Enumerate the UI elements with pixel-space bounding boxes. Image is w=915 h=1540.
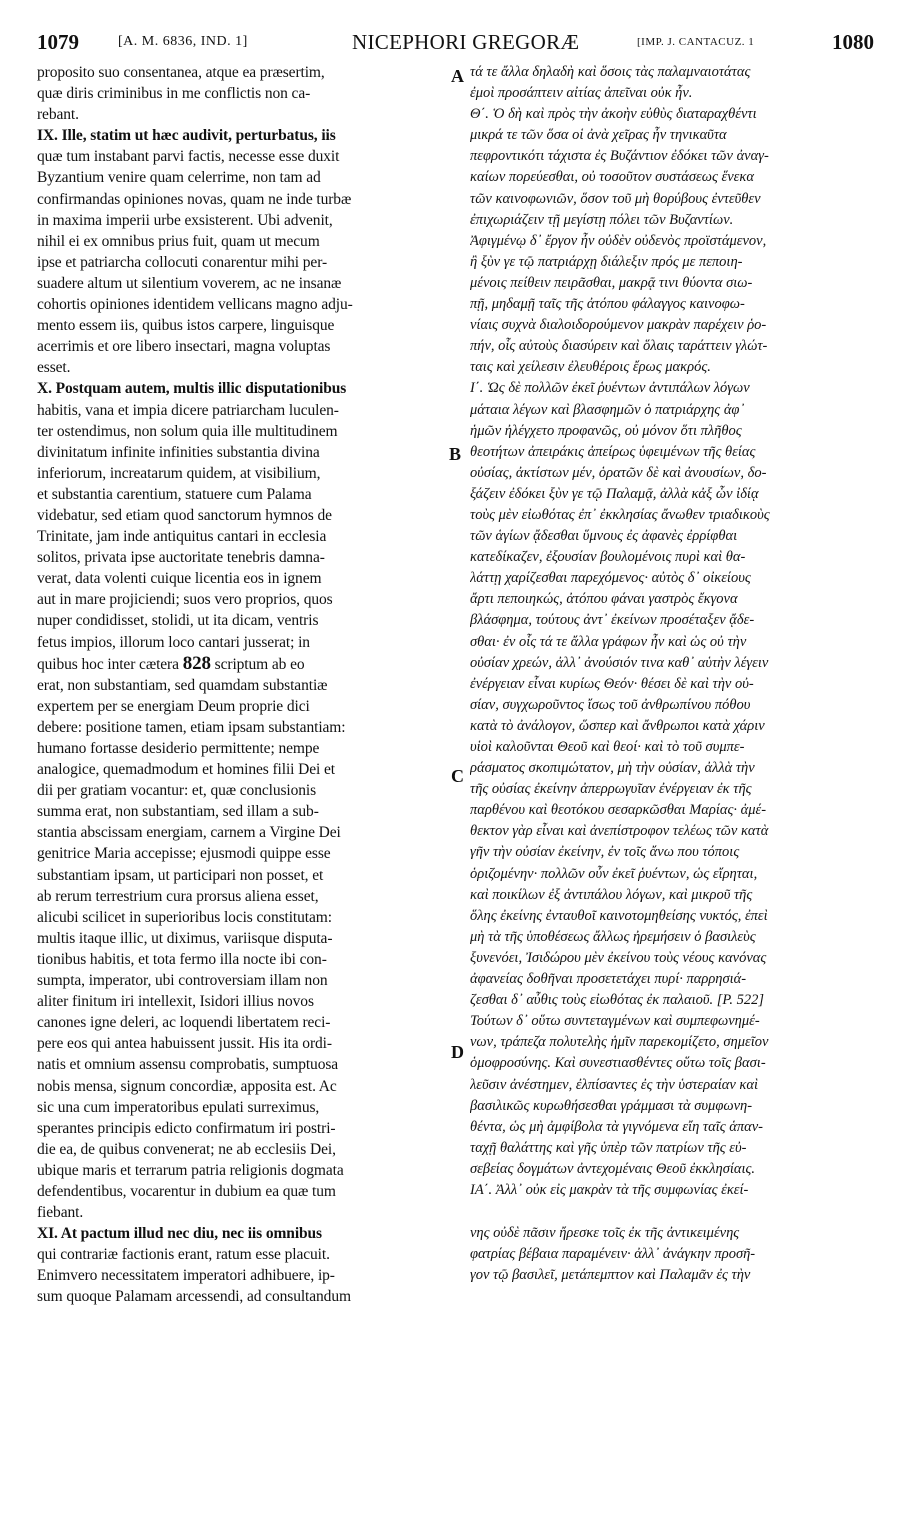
greek-line: καὶ ποικίλων ἐξ ἀντιπάλου λόγων, καὶ μικροῦ τῆς (470, 886, 753, 903)
latin-line: dii per gratiam vocantur: et, quæ conclusionis (37, 782, 317, 800)
page-header (0, 30, 915, 60)
greek-line: γον τῷ βασιλεῖ, μετάπεμπτον καὶ Παλαμᾶν ἐς τὴν (470, 1267, 751, 1284)
latin-line: natis et omnium assensu comprobatis, sumptuosa (37, 1056, 339, 1074)
header-meta-left: [A. M. 6836, IND. 1] (118, 34, 248, 49)
greek-line: ὅλης ἐκείνης ἐνταυθοῖ καινοτομηθείσης νυκτός, ἐπεὶ (470, 907, 768, 924)
greek-line: σεβείας δογμάτων ἀντεχομέναις Θεοῦ ἐκκλησίαις. (470, 1160, 756, 1177)
greek-line: λάττῃ χαρίζεσθαι παρεχόμενος· αὐτὸς δ᾽ οἰκείους (470, 570, 751, 587)
latin-line-part: scriptum ab eo (214, 655, 305, 673)
latin-line: tionibus habitis, et tota fermo illa nocte ibi con- (37, 950, 327, 968)
latin-line: rebant. (37, 106, 79, 124)
latin-line: ab rerum terrestrium cura prorsus aliena esset, (37, 887, 319, 905)
greek-line: τῶν ἁγίων ᾄδεσθαι ὕμνους ἐς ἀφανὲς ἐρρίφθαι (470, 528, 738, 545)
greek-line: ἡμῶν ἠλέγχετο προφανῶς, οὐ μόνον ὅτι πλῆθος (470, 422, 742, 439)
latin-line: fetus impios, illorum loco cantari jusserat; in (37, 633, 310, 651)
latin-line: erat, non substantiam, sed quamdam substantiæ (37, 676, 328, 694)
latin-line: quæ tum instabant parvi factis, necesse esse duxit (37, 148, 340, 166)
greek-line: κατεδίκαζεν, ἐξουσίαν βουλομένοις πυρὶ καὶ θα- (470, 549, 746, 566)
greek-section-ia: νης οὐδὲ πᾶσιν ἤρεσκε τοῖς ἐκ τῆς ἀντικειμένης (470, 1225, 740, 1242)
latin-section-xi: XI. At pactum illud nec diu, nec iis omnibus (37, 1225, 322, 1243)
greek-line: ξάζειν ἐδόκει ξὺν γε τῷ Παλαμᾷ, ἀλλὰ κἀξ ὧν ἰδίᾳ (470, 485, 759, 502)
latin-line: expertem per se energiam Deum proprie dici (37, 697, 310, 715)
latin-line: sperantes principis edicto confirmatum iri postri- (37, 1119, 336, 1137)
greek-section-iota: Ι΄. Ὡς δὲ πολλῶν ἐκεῖ ῥυέντων ἀντιπάλων λόγων (470, 380, 750, 397)
latin-line: defendentibus, vocarentur in dubium ea quæ tum (37, 1182, 336, 1200)
latin-line: ter ostendimus, non solum quia ille multitudinem (37, 422, 338, 440)
greek-line: τοὺς μὲν εἰωθότας ἐπ᾽ ἐκκλησίας ἄνωθεν τριαδικοὺς (470, 506, 770, 523)
latin-line: ubique maris et terrarum patria religionis dogmata (37, 1161, 344, 1179)
greek-line: ἄρτι πεποιηκώς, ἀτόπου φάναι γαστρὸς ἔκγονα (470, 591, 738, 608)
latin-line: genitrice Maria accepisse; ejusmodi quippe esse (37, 845, 331, 863)
greek-line: πῇ, μηδαμῇ ταῖς τῆς ἀτόπου φάλαγγος καινοφω- (470, 296, 745, 313)
greek-line: σίαν, συγχωροῦντος ἴσως τοῦ ἀνθρωπίνου πόθου (470, 696, 751, 713)
latin-line: verat, data volenti cuique licentia eos in ignem (37, 570, 322, 588)
greek-line: μικρά τε τῶν ὅσα οἱ ἀνὰ χεῖρας ἦν τηνικαῦτα (470, 127, 727, 144)
latin-line: mento essem iis, quibus istos carpere, linguisque (37, 317, 335, 335)
latin-line: in maxima imperii urbe exsisterent. Ubi advenit, (37, 211, 333, 229)
greek-line: ἢ ξὺν γε τῷ πατριάρχῃ διάλεξιν πρός με πεποιη- (470, 253, 743, 270)
latin-line: Trinitate, jam inde antiquitus cantari in ecclesia (37, 528, 327, 546)
latin-line: die ea, de quibus convenerat; ne ab ecclesiis Dei, (37, 1140, 336, 1158)
greek-line: νίαις συχνὰ διαλοιδορούμενον μακρὰν παρέχειν ῥο- (470, 317, 767, 334)
inline-page-number: 828 (182, 652, 211, 674)
greek-line: ράσματος σκοπιμώτατον, μὴ τὴν οὐσίαν, ἀλλὰ τὴν (470, 760, 755, 777)
greek-line: ΙΑ΄. Ἀλλ᾽ οὐκ εἰς μακρὰν τὰ τῆς συμφωνίας ἐκεί- (470, 1181, 749, 1198)
latin-line: inferiorum, increatarum quidem, at visibilium, (37, 464, 321, 482)
page-number-left: 1079 (37, 30, 79, 54)
greek-line: γῆν τὴν οὐσίαν ἐκείνην, ἐν τοῖς ἄνω που τόποις (470, 844, 740, 861)
latin-line: sum quoque Palamam arcessendi, ad consultandum (37, 1288, 351, 1306)
margin-marker-a: A (451, 66, 464, 86)
latin-line: esset. (37, 359, 71, 377)
greek-line: Τούτων δ᾽ οὕτω συντεταγμένων καὶ συμπεφωνημέ- (470, 1013, 760, 1030)
latin-line: confirmandas opiniones novas, quam ne inde turbæ (37, 190, 352, 208)
latin-line: quæ diris criminibus in me conflictis non ca- (37, 85, 311, 103)
latin-line: divinitatum infinite infinities substantia divina (37, 443, 320, 461)
greek-line: υἱοὶ καλοῦνται Θεοῦ καὶ θεοί· καὶ τὸ τοῦ συμπε- (470, 739, 745, 755)
margin-marker-b: B (449, 444, 462, 464)
latin-line: Enimvero necessitatem imperatori adhibuere, ip- (37, 1267, 335, 1285)
page-number-right: 1080 (832, 30, 874, 54)
greek-line: μὴ τὰ τῆς ὑποθέσεως ἄλλως ἠρεμήσειν ὁ βασιλεὺς (470, 928, 756, 945)
greek-line: ζεσθαι δ᾽ αὖθις τοὺς εἰωθότας ἐκ παλαιοῦ. [P. 522] (470, 992, 765, 1009)
latin-line: aut in mare projiciendi; suos vero proprios, quos (37, 591, 333, 609)
greek-line: παρθένου καὶ θεοτόκου σεσαρκῶσθαι Μαρίας· ἀμέ- (470, 802, 767, 819)
greek-line: ταις καὶ χείλεσιν ἐλευθέροις ἔρως μακρός. (470, 359, 711, 376)
greek-line: θέντα, ὡς μὴ ἀμφίβολα τὰ γιγνόμενα εἴη ταῖς ἁπαν- (470, 1118, 763, 1135)
latin-line: videbatur, sed etiam quod sanctorum hymnos de (37, 506, 332, 524)
latin-line: cohortis opiniones identidem vellicans magno adju- (37, 296, 353, 314)
latin-section-ix: IX. Ille, statim ut hæc audivit, perturbatus, iis (37, 127, 336, 145)
latin-line: stantia abscissam energiam, carnem a Virgine Dei (37, 824, 341, 842)
latin-line: summa erat, non substantiam, sed illam a sub- (37, 803, 319, 821)
greek-line: μένοις πείθειν πειρᾶσθαι, μακρᾷ τινι θύοντα σιω- (470, 274, 753, 291)
greek-section-theta: Θ΄. Ὁ δὴ καὶ πρὸς τὴν ἀκοὴν εὐθὺς διαταραχθέντι (470, 106, 757, 123)
latin-line: sic una cum imperatoribus epulati surreximus, (37, 1098, 320, 1116)
greek-line: καίων πορεύεσθαι, οὐ τοσοῦτον συστάσεως ἕνεκα (470, 169, 754, 186)
greek-line: ἐπιχωριάζειν τῇ μεγίστῃ πόλει τῶν Βυζαντίων. (470, 211, 734, 228)
greek-line: βασιλικῶς κυρωθήσεσθαι γράμμασι τὰ συμφωνη- (470, 1097, 753, 1114)
greek-line: πεφροντικότι τάχιστα ἐς Βυζάντιον ἐδόκει τῶν ἀναγ- (470, 148, 769, 165)
latin-line: sumpta, imperator, ubi controversiam illam non (37, 972, 328, 990)
latin-line: acerrimis et ore libero insectari, magna voluptas (37, 338, 331, 356)
latin-line-part: quibus hoc inter cætera (37, 655, 179, 673)
latin-line: qui contrariæ factionis erant, ratum esse placuit. (37, 1246, 330, 1264)
latin-line: nihil ei ex omnibus prius fuit, quam ut mecum (37, 232, 320, 250)
greek-line: ὁριζομένην· πολλῶν οὖν ἐκεῖ ῥυέντων, ὡς εἴρηται, (470, 865, 758, 882)
margin-marker-c: C (451, 766, 464, 786)
greek-line: ὁμοφροσύνης. Καὶ συνεστιασθέντες οὕτω τοῖς βασι- (470, 1055, 766, 1072)
greek-column (470, 62, 882, 1286)
greek-line: ταχῇ θαλάττης καὶ γῆς ὑπὲρ τῶν πατρίων τῆς εὐ- (470, 1139, 747, 1156)
greek-line: οὐσίας, ἀκτίστων μέν, ὁρατῶν δὲ καὶ ἀνουσίων, δο- (470, 464, 767, 481)
latin-section-x: X. Postquam autem, multis illic disputationibus (37, 380, 347, 398)
latin-column (37, 62, 447, 1308)
greek-line: μάταια λέγων καὶ βλασφημῶν ὁ πατριάρχης ἀφ᾽ (470, 401, 745, 418)
latin-line: pere eos qui antea habuissent jussit. His ita ordi- (37, 1035, 332, 1053)
latin-line: analogice, quemadmodum et homines filii Dei et (37, 761, 335, 779)
latin-line: et substantia carentium, statuere cum Palama (37, 485, 312, 503)
latin-line: debere: positione tamen, etiam ipsam substantiam: (37, 718, 346, 736)
greek-line: βλάσφημα, τούτους ἀντ᾽ ἐκείνων προσέταξεν ᾄδε- (470, 612, 755, 629)
latin-line: humano fortasse desiderio permittente; nempe (37, 740, 320, 757)
latin-line: solitos, privata ipse auctoritate tenebris damna- (37, 549, 325, 567)
latin-line: multis itaque illic, ut diximus, variisque disputa- (37, 929, 333, 947)
latin-line: substantiam ipsam, ut participari non posset, et (37, 866, 324, 884)
latin-line: nobis mensa, signum concordiæ, apposita est. Ac (37, 1077, 337, 1095)
latin-line-with-number (37, 653, 447, 675)
greek-line: τῆς οὐσίας ἐκείνην ἀπερρωγυῖαν ἐνέργειαν ἐκ τῆς (470, 781, 752, 798)
latin-line: proposito suo consentanea, atque ea præsertim, (37, 64, 325, 81)
greek-line: οὐσίαν χρεών, ἀλλ᾽ ἀνούσιόν τινα καθ᾽ αὑτὴν λέγειν (470, 654, 769, 671)
greek-line: τά τε ἄλλα δηλαδὴ καὶ ὅσοις τὰς παλαμναιοτάτας (470, 64, 751, 80)
latin-line: fiebant. (37, 1204, 84, 1222)
margin-marker-d: D (451, 1042, 464, 1062)
greek-line: λεῦσιν ἀνέστημεν, ἐλπίσαντες ἐς τὴν ὑστεραίαν καὶ (470, 1076, 759, 1093)
greek-line: πήν, οἷς αὐτοὺς διασύρειν καὶ ὅλαις ταράττειν γλώτ- (470, 338, 768, 355)
greek-line: κατὰ τὸ ἀνάλογον, ὥσπερ καὶ ἄνθρωποι κατὰ χάριν (470, 717, 765, 734)
latin-line: ipse et patriarcha collocuti conarentur mihi per- (37, 253, 328, 271)
greek-line: φατρίας βέβαια παραμένειν· ἀλλ᾽ ἀνάγκην προσῆ- (470, 1246, 756, 1263)
greek-line: νων, τράπεζα πολυτελὴς ἡμῖν παρεκομίζετο, σημεῖον (470, 1034, 769, 1051)
header-meta-right: [IMP. J. CANTACUZ. 1 (637, 36, 755, 48)
greek-line: ξυνενόει, Ἰσιδώρου μὲν ἐκείνου τοὺς νέους κανόνας (470, 949, 767, 966)
greek-line: Ἀφιγμένῳ δ᾽ ἔργον ἦν οὐδὲν οὐδενὸς προϊστάμενον, (470, 232, 767, 249)
latin-line: suadere altum ut silentium voverem, ac ne insanæ (37, 274, 342, 292)
greek-line: θεκτον γὰρ εἶναι καὶ ἀνεπίστροφον τελέως τῶν κατὰ (470, 823, 769, 840)
latin-line: nuper condidisset, stolidi, ut ita dicam, ventris (37, 612, 319, 630)
greek-line: σθαι· ἐν οἷς τά τε ἄλλα γράφων ἦν καὶ ὡς οὐ τὴν (470, 633, 747, 650)
latin-line: Byzantium venire quam celerrime, non tam ad (37, 169, 321, 187)
latin-line: aliter finitum iri intellexit, Isidori illius novos (37, 993, 314, 1011)
greek-line: ἀφανείας δοθῆναι προσετετάχει πυρί· παρρησιά- (470, 971, 747, 988)
latin-line: canones igne deleri, ac loquendi libertatem reci- (37, 1014, 331, 1032)
latin-line: habitis, vana et impia dicere patriarcham luculen- (37, 401, 339, 419)
greek-line: θεοτήτων ἀπειράκις ἀπείρως ὑφειμένων τῆς θείας (470, 443, 756, 460)
greek-line: ἐνέργειαν εἶναι κυρίως Θεόν· θέσει δὲ καὶ τὴν οὐ- (470, 675, 754, 692)
greek-line: ἐμοὶ προσάπτειν αἰτίας ἀπεῖναι οὐκ ἦν. (470, 85, 693, 102)
latin-line: alicubi scilicet in superioribus locis constitutam: (37, 908, 332, 926)
greek-line: τῶν καινοφωνιῶν, ὅσον τοῦ μὴ θορύβους ἐντεῦθεν (470, 190, 761, 207)
running-title: NICEPHORI GREGORÆ (352, 30, 580, 54)
